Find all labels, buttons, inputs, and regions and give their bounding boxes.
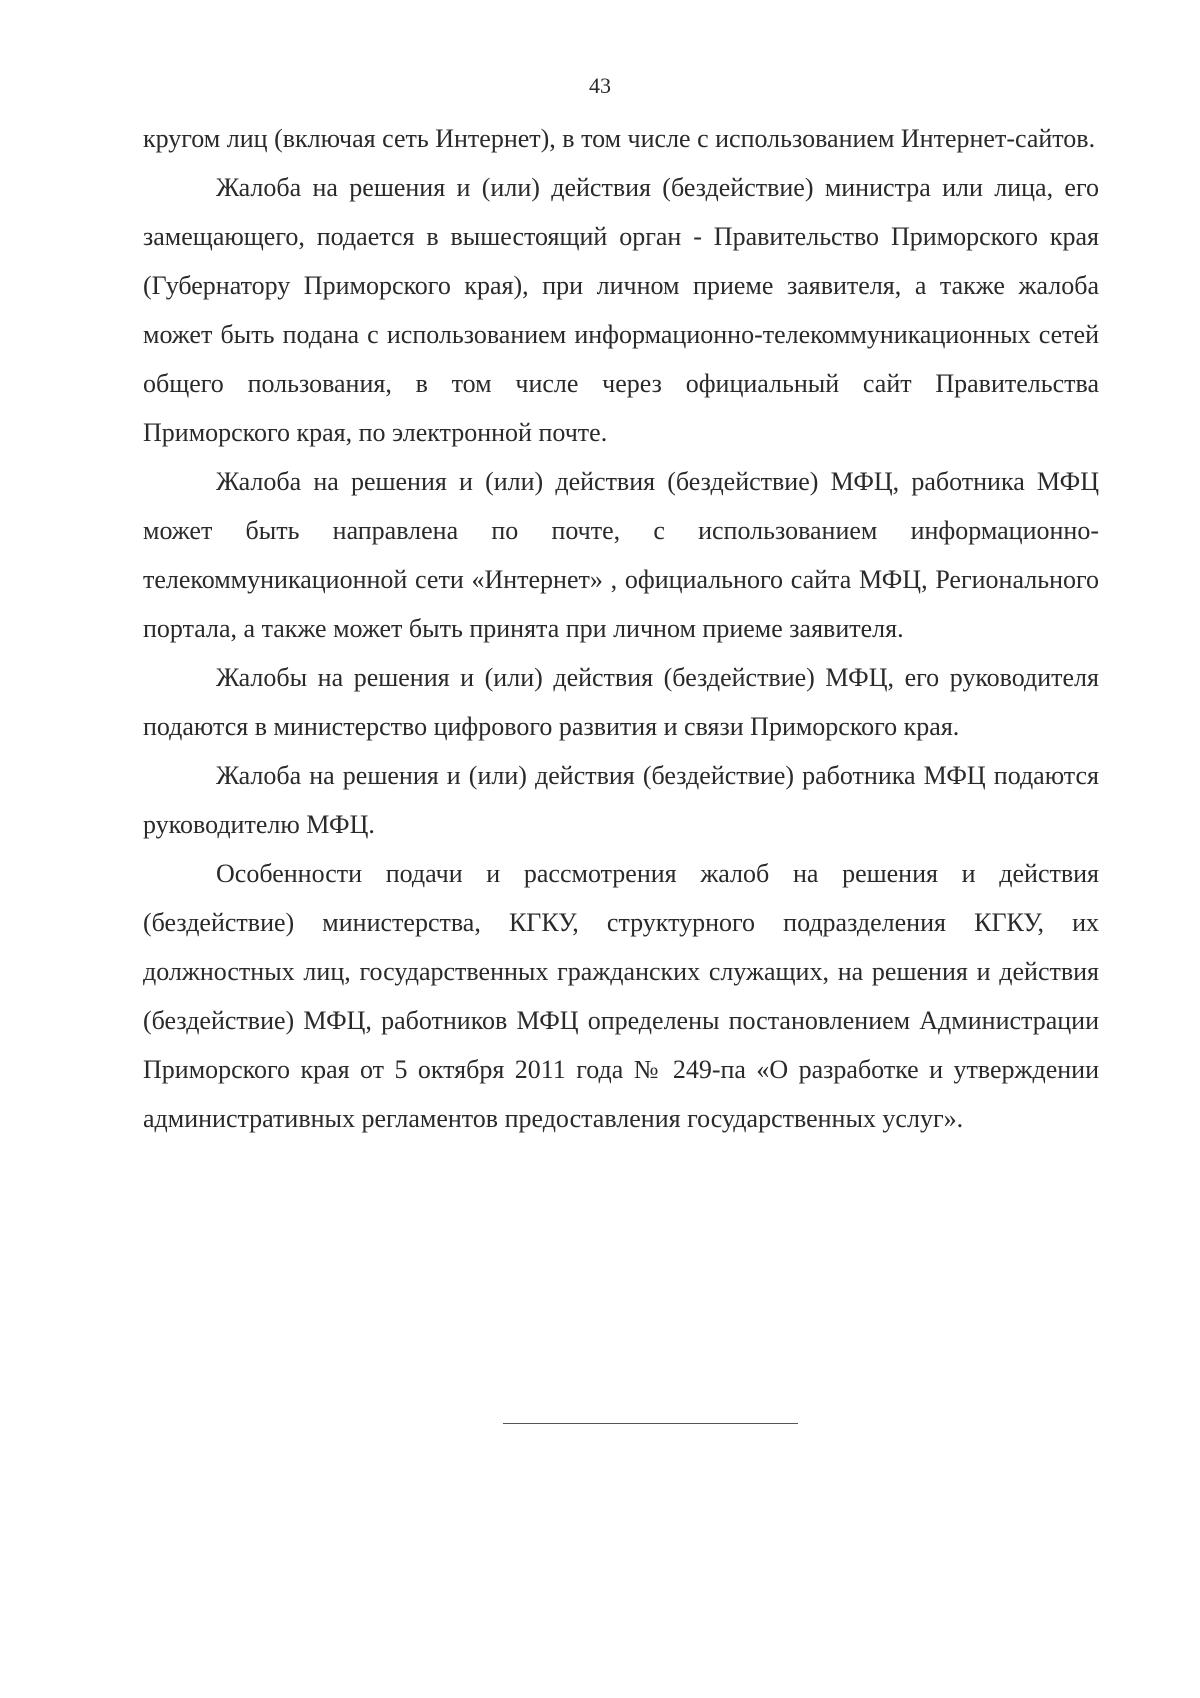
paragraph-complaint-mfc-channels: Жалоба на решения и (или) действия (бездействие) МФЦ, работника МФЦ может быть направлена по почте, с использованием информационно-телекоммуникационной сети «Интернет» , официального сайта МФЦ, Регионального портала, а также может быть принята при личном приеме заявителя. — [143, 467, 1099, 643]
paragraph-complaint-mfc-employee: Жалоба на решения и (или) действия (бездействие) работника МФЦ подаются руководителю МФЦ. — [143, 761, 1099, 839]
body-text — [143, 114, 1099, 1143]
paragraph-complaint-mfc-head: Жалобы на решения и (или) действия (бездействие) МФЦ, его руководителя подаются в министерство цифрового развития и связи Приморского края. — [143, 663, 1099, 741]
paragraph-continuation: кругом лиц (включая сеть Интернет), в том числе с использованием Интернет-сайтов. — [143, 124, 1096, 153]
paragraph-complaint-procedure: Особенности подачи и рассмотрения жалоб на решения и действия (бездействие) министерства, КГКУ, структурного подразделения КГКУ, их должностных лиц, государственных гражданских служащих, на решения и действия (бездействие) МФЦ, работников МФЦ определены постановлением Администрации Приморского края от 5 октября 2011 года № 249-па «О разработке и утверждении административных регламентов предоставления государственных услуг». — [143, 859, 1099, 1133]
page-number: 43 — [589, 73, 611, 98]
end-of-document-rule — [503, 1423, 798, 1424]
paragraph-complaint-minister: Жалоба на решения и (или) действия (бездействие) министра или лица, его замещающего, подается в вышестоящий орган - Правительство Приморского края (Губернатору Приморского края), при личном приеме заявителя, а также жалоба может быть подана с использованием информационно-телекоммуникационных сетей общего пользования, в том числе через официальный сайт Правительства Приморского края, по электронной почте. — [143, 173, 1099, 447]
